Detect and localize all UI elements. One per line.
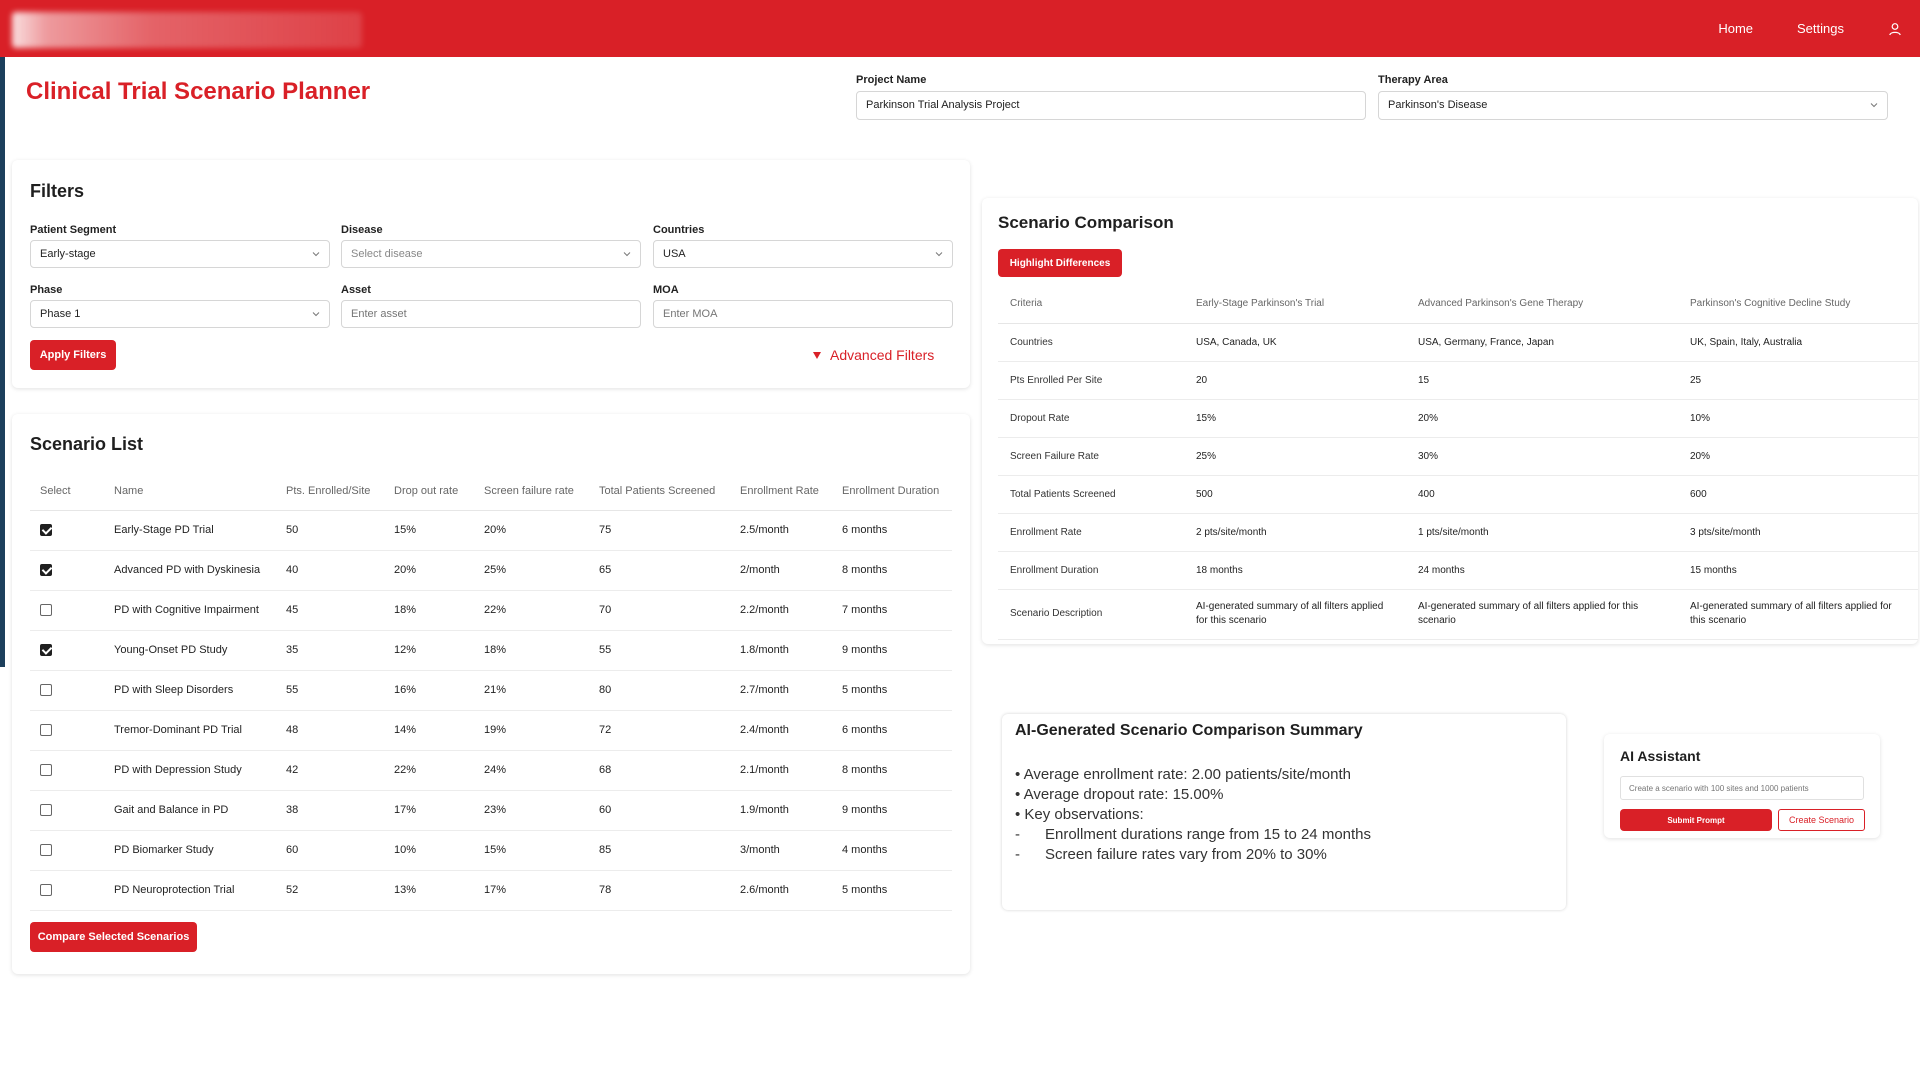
scenario-c-cell: AI-generated summary of all filters applied for this scenario [1678, 589, 1918, 639]
checkbox-unchecked[interactable] [40, 764, 52, 776]
enrollment-rate: 2.4/month [730, 710, 832, 750]
patient-segment-select[interactable] [30, 240, 330, 268]
comparison-row [998, 589, 1918, 639]
scenario-a-cell: USA, Canada, UK [1184, 323, 1406, 361]
scenario-c-cell: 10% [1678, 399, 1918, 437]
dropout-rate: 20% [384, 550, 474, 590]
scenario-name: PD with Sleep Disorders [104, 670, 276, 710]
enrollment-rate: 2.2/month [730, 590, 832, 630]
criteria-cell: Enrollment Rate [998, 513, 1184, 551]
cmp-col-scenario-b: Advanced Parkinson's Gene Therapy [1406, 285, 1678, 323]
pts-enrolled: 48 [276, 710, 384, 750]
dropout-rate: 17% [384, 790, 474, 830]
scenario-a-cell: 25% [1184, 437, 1406, 475]
patient-segment-value: Early-stage [40, 248, 96, 260]
checkbox-checked[interactable] [40, 524, 52, 536]
screen-failure-rate: 24% [474, 750, 589, 790]
col-name: Name [104, 472, 276, 510]
moa-input[interactable] [653, 300, 953, 328]
criteria-cell: Scenario Description [998, 589, 1184, 639]
total-screened: 72 [589, 710, 730, 750]
enrollment-rate: 3/month [730, 830, 832, 870]
enrollment-rate: 2.1/month [730, 750, 832, 790]
row-select-cell [30, 790, 104, 830]
scenario-a-cell: 15% [1184, 399, 1406, 437]
checkbox-unchecked[interactable] [40, 844, 52, 856]
therapy-area-label: Therapy Area [1378, 74, 1448, 86]
dropout-rate: 15% [384, 510, 474, 550]
dropout-rate: 16% [384, 670, 474, 710]
pts-enrolled: 52 [276, 870, 384, 910]
screen-failure-rate: 22% [474, 590, 589, 630]
col-screen-failure: Screen failure rate [474, 472, 589, 510]
checkbox-checked[interactable] [40, 564, 52, 576]
scenario-c-cell: 600 [1678, 475, 1918, 513]
total-screened: 68 [589, 750, 730, 790]
table-row [30, 710, 952, 750]
scenario-c-cell: 25 [1678, 361, 1918, 399]
scenario-table [30, 472, 952, 911]
disease-placeholder: Select disease [351, 248, 423, 260]
pts-enrolled: 42 [276, 750, 384, 790]
total-screened: 85 [589, 830, 730, 870]
comparison-table-header [998, 285, 1918, 323]
table-row [30, 550, 952, 590]
summary-line: - Screen failure rates vary from 20% to 30% [1015, 846, 1327, 863]
project-name-label: Project Name [856, 74, 927, 86]
summary-line: • Key observations: [1015, 806, 1144, 823]
comparison-row [998, 399, 1918, 437]
screen-failure-rate: 25% [474, 550, 589, 590]
screen-failure-rate: 15% [474, 830, 589, 870]
scenario-list-title: Scenario List [30, 434, 144, 454]
table-row [30, 670, 952, 710]
total-screened: 55 [589, 630, 730, 670]
col-enrollment-rate: Enrollment Rate [730, 472, 832, 510]
pts-enrolled: 60 [276, 830, 384, 870]
advanced-filters-label: Advanced Filters [830, 347, 935, 363]
comparison-row [998, 513, 1918, 551]
cmp-col-scenario-a: Early-Stage Parkinson's Trial [1184, 285, 1406, 323]
row-select-cell [30, 870, 104, 910]
row-select-cell [30, 510, 104, 550]
total-screened: 65 [589, 550, 730, 590]
pts-enrolled: 38 [276, 790, 384, 830]
table-row [30, 870, 952, 910]
col-enrollment-duration: Enrollment Duration [832, 472, 952, 510]
enrollment-duration: 4 months [832, 830, 952, 870]
scenario-name: Advanced PD with Dyskinesia [104, 550, 276, 590]
chevron-down-icon [623, 250, 631, 258]
checkbox-unchecked[interactable] [40, 604, 52, 616]
col-total-screened: Total Patients Screened [589, 472, 730, 510]
chevron-down-icon [312, 310, 320, 318]
checkbox-unchecked[interactable] [40, 684, 52, 696]
row-select-cell [30, 630, 104, 670]
checkbox-unchecked[interactable] [40, 804, 52, 816]
scenario-a-cell: 18 months [1184, 551, 1406, 589]
enrollment-rate: 2/month [730, 550, 832, 590]
asset-input[interactable] [341, 300, 641, 328]
table-row [30, 630, 952, 670]
asset-label: Asset [341, 284, 371, 296]
comparison-table [998, 285, 1918, 640]
pts-enrolled: 40 [276, 550, 384, 590]
row-select-cell [30, 550, 104, 590]
scenario-c-cell: 15 months [1678, 551, 1918, 589]
create-scenario-button[interactable]: Create Scenario [1778, 809, 1865, 831]
table-row [30, 790, 952, 830]
compare-selected-button[interactable]: Compare Selected Scenarios [30, 922, 197, 952]
checkbox-unchecked[interactable] [40, 884, 52, 896]
nav-home[interactable]: Home [1718, 21, 1754, 36]
submit-prompt-button[interactable]: Submit Prompt [1620, 809, 1772, 831]
enrollment-duration: 8 months [832, 750, 952, 790]
pts-enrolled: 50 [276, 510, 384, 550]
criteria-cell: Screen Failure Rate [998, 437, 1184, 475]
therapy-area-value: Parkinson's Disease [1388, 99, 1488, 111]
triangle-down-icon [812, 350, 822, 360]
scenario-name: Gait and Balance in PD [104, 790, 276, 830]
comparison-row [998, 475, 1918, 513]
ai-summary-title: AI-Generated Scenario Comparison Summary [1015, 722, 1363, 739]
chevron-down-icon [1870, 101, 1878, 109]
dropout-rate: 18% [384, 590, 474, 630]
user-icon[interactable] [1888, 22, 1902, 36]
enrollment-rate: 1.9/month [730, 790, 832, 830]
comparison-row [998, 551, 1918, 589]
scenario-a-cell: AI-generated summary of all filters applied for this scenario [1184, 589, 1406, 639]
scenario-b-cell: 24 months [1406, 551, 1678, 589]
criteria-cell: Countries [998, 323, 1184, 361]
enrollment-rate: 1.8/month [730, 630, 832, 670]
left-edge-strip [0, 57, 5, 667]
row-select-cell [30, 590, 104, 630]
dropout-rate: 14% [384, 710, 474, 750]
row-select-cell [30, 670, 104, 710]
enrollment-duration: 6 months [832, 710, 952, 750]
screen-failure-rate: 23% [474, 790, 589, 830]
disease-select[interactable] [341, 240, 641, 268]
scenario-b-cell: AI-generated summary of all filters applied for this scenario [1406, 589, 1678, 639]
summary-line: • Average dropout rate: 15.00% [1015, 786, 1224, 803]
apply-filters-button[interactable]: Apply Filters [30, 340, 116, 370]
top-bar [0, 0, 1920, 57]
blurred-brand-logo [12, 12, 362, 48]
countries-label: Countries [653, 224, 705, 236]
dropout-rate: 22% [384, 750, 474, 790]
chevron-down-icon [312, 250, 320, 258]
dropout-rate: 10% [384, 830, 474, 870]
scenario-name: PD with Depression Study [104, 750, 276, 790]
comparison-row [998, 437, 1918, 475]
checkbox-checked[interactable] [40, 644, 52, 656]
comparison-row [998, 323, 1918, 361]
project-name-value: Parkinson Trial Analysis Project [866, 99, 1020, 111]
scenario-c-cell: UK, Spain, Italy, Australia [1678, 323, 1918, 361]
scenario-name: PD Neuroprotection Trial [104, 870, 276, 910]
phase-label: Phase [30, 284, 63, 296]
table-row [30, 590, 952, 630]
scenario-b-cell: 400 [1406, 475, 1678, 513]
table-row [30, 750, 952, 790]
advanced-filters-toggle[interactable] [812, 347, 934, 363]
project-name-input[interactable] [856, 91, 1366, 120]
scenario-table-header [30, 472, 952, 510]
screen-failure-rate: 18% [474, 630, 589, 670]
scenario-b-cell: 20% [1406, 399, 1678, 437]
dropout-rate: 13% [384, 870, 474, 910]
countries-select[interactable] [653, 240, 953, 268]
cmp-col-scenario-c: Parkinson's Cognitive Decline Study [1678, 285, 1918, 323]
checkbox-unchecked[interactable] [40, 724, 52, 736]
scenario-c-cell: 20% [1678, 437, 1918, 475]
enrollment-duration: 5 months [832, 870, 952, 910]
chevron-down-icon [935, 250, 943, 258]
patient-segment-label: Patient Segment [30, 224, 117, 236]
total-screened: 70 [589, 590, 730, 630]
scenario-name: Young-Onset PD Study [104, 630, 276, 670]
cmp-col-criteria: Criteria [998, 285, 1184, 323]
enrollment-duration: 7 months [832, 590, 952, 630]
pts-enrolled: 35 [276, 630, 384, 670]
row-select-cell [30, 710, 104, 750]
total-screened: 78 [589, 870, 730, 910]
scenario-name: PD Biomarker Study [104, 830, 276, 870]
screen-failure-rate: 21% [474, 670, 589, 710]
ai-assistant-title: AI Assistant [1620, 748, 1701, 764]
top-nav [1718, 0, 1920, 57]
total-screened: 60 [589, 790, 730, 830]
dropout-rate: 12% [384, 630, 474, 670]
row-select-cell [30, 750, 104, 790]
criteria-cell: Dropout Rate [998, 399, 1184, 437]
scenario-name: Early-Stage PD Trial [104, 510, 276, 550]
nav-settings[interactable]: Settings [1797, 21, 1844, 36]
scenario-name: PD with Cognitive Impairment [104, 590, 276, 630]
scenario-a-cell: 2 pts/site/month [1184, 513, 1406, 551]
enrollment-duration: 6 months [832, 510, 952, 550]
scenario-name: Tremor-Dominant PD Trial [104, 710, 276, 750]
scenario-c-cell: 3 pts/site/month [1678, 513, 1918, 551]
screen-failure-rate: 17% [474, 870, 589, 910]
comparison-row [998, 361, 1918, 399]
total-screened: 75 [589, 510, 730, 550]
moa-label: MOA [653, 284, 679, 296]
scenario-b-cell: 30% [1406, 437, 1678, 475]
summary-line: - Enrollment durations range from 15 to 24 months [1015, 826, 1372, 843]
summary-line: • Average enrollment rate: 2.00 patients/site/month [1015, 766, 1352, 783]
comparison-title: Scenario Comparison [998, 213, 1174, 232]
screen-failure-rate: 19% [474, 710, 589, 750]
disease-label: Disease [341, 224, 383, 236]
ai-summary-lines [1015, 765, 1371, 865]
enrollment-duration: 8 months [832, 550, 952, 590]
pts-enrolled: 45 [276, 590, 384, 630]
enrollment-duration: 5 months [832, 670, 952, 710]
table-row [30, 830, 952, 870]
enrollment-rate: 2.6/month [730, 870, 832, 910]
filters-title: Filters [30, 181, 85, 201]
screen-failure-rate: 20% [474, 510, 589, 550]
enrollment-duration: 9 months [832, 630, 952, 670]
col-dropout: Drop out rate [384, 472, 474, 510]
criteria-cell: Enrollment Duration [998, 551, 1184, 589]
table-row [30, 510, 952, 550]
col-select: Select [30, 472, 104, 510]
scenario-b-cell: 1 pts/site/month [1406, 513, 1678, 551]
enrollment-duration: 9 months [832, 790, 952, 830]
pts-enrolled: 55 [276, 670, 384, 710]
scenario-a-cell: 500 [1184, 475, 1406, 513]
phase-value: Phase 1 [40, 308, 81, 320]
scenario-b-cell: USA, Germany, France, Japan [1406, 323, 1678, 361]
scenario-b-cell: 15 [1406, 361, 1678, 399]
total-screened: 80 [589, 670, 730, 710]
col-pts-enrolled: Pts. Enrolled/Site [276, 472, 384, 510]
enrollment-rate: 2.7/month [730, 670, 832, 710]
scenario-a-cell: 20 [1184, 361, 1406, 399]
highlight-differences-button[interactable]: Highlight Differences [998, 249, 1122, 277]
criteria-cell: Total Patients Screened [998, 475, 1184, 513]
page-title: Clinical Trial Scenario Planner [26, 78, 371, 105]
ai-prompt-input[interactable] [1620, 776, 1864, 800]
row-select-cell [30, 830, 104, 870]
enrollment-rate: 2.5/month [730, 510, 832, 550]
therapy-area-select[interactable] [1378, 91, 1888, 120]
criteria-cell: Pts Enrolled Per Site [998, 361, 1184, 399]
phase-select[interactable] [30, 300, 330, 328]
countries-value: USA [663, 248, 686, 260]
